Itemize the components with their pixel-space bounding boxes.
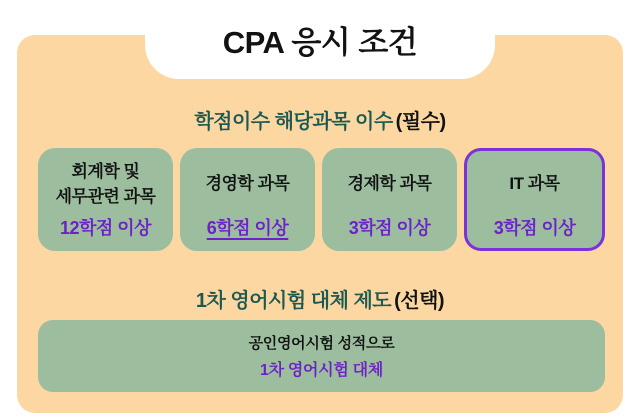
card-credit-value: 12학점 이상 xyxy=(59,217,152,238)
page-title: CPA 응시 조건 xyxy=(222,25,418,60)
card-accounting-tax xyxy=(38,148,173,251)
card-credit-value: 6학점 이상 xyxy=(206,217,289,238)
required-note: (필수) xyxy=(395,111,446,133)
optional-note: (선택) xyxy=(394,290,445,312)
card-title xyxy=(206,160,290,210)
card-economics xyxy=(322,148,457,251)
card-credit-value: 3학점 이상 xyxy=(493,217,576,238)
card-title-line: 경영학 과목 xyxy=(205,174,290,194)
card-title-line: 세무관련 과목 xyxy=(55,186,156,206)
card-title-line: IT 과목 xyxy=(509,174,560,194)
card-title-line: 경제학 과목 xyxy=(347,174,432,194)
card-title xyxy=(509,160,559,210)
card-title xyxy=(56,160,156,210)
banner-line: 1차 영어시험 대체 xyxy=(260,362,383,379)
section-heading-credits xyxy=(17,105,623,134)
section-heading-credits-text: 학점이수 해당과목 이수 xyxy=(194,111,393,133)
card-title xyxy=(348,160,432,210)
banner-line: 공인영어시험 성적으로 xyxy=(248,335,395,352)
english-substitute-banner xyxy=(38,320,605,392)
card-title-line: 회계학 및 xyxy=(71,161,140,181)
card-business xyxy=(180,148,315,251)
card-it xyxy=(464,148,605,251)
subject-card-row xyxy=(38,148,605,251)
title-tab xyxy=(145,0,495,79)
section-heading-english xyxy=(17,284,623,313)
infographic-panel xyxy=(17,35,623,413)
card-credit-value: 3학점 이상 xyxy=(348,217,431,238)
section-heading-english-text: 1차 영어시험 대체 제도 xyxy=(195,290,392,312)
